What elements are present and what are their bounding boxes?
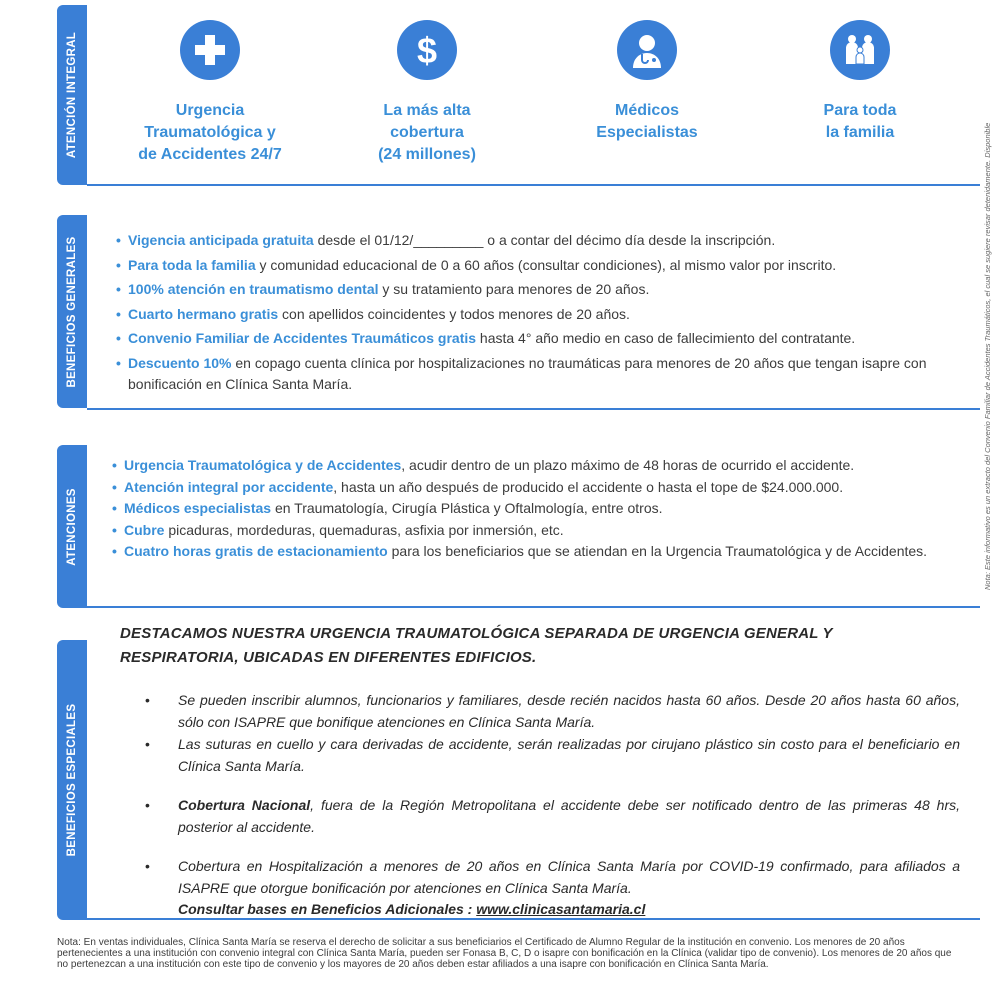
footer-note: Nota: En ventas individuales, Clínica Santa María se reserva el derecho de solicitar a sus beneficiarios el Certificado de Alumno Regular de la institución en convenio. Los menores de 20 años pertenecientes a una institución con convenio integral con Clínica Santa María, pueden ser Fonasa B, C, D o isapre con bonificación en la Clínica (validar tipo de convenio). Los menores de 20 años que no pertenezcan a una institución con este tipo de convenio y los mayores de 20 años deben estar afiliados a una isapre con bonificación en Clínica Santa María. xyxy=(57,937,952,970)
list-item: • Cubre picaduras, mordeduras, quemaduras, asfixia por inmersión, etc. xyxy=(112,521,564,538)
section-divider xyxy=(87,606,980,608)
feature-caption-line: (24 millones) xyxy=(378,146,476,163)
section-tab-beneficios-generales xyxy=(57,215,87,408)
feature-caption-line: Urgencia xyxy=(175,102,245,119)
list-item: • Descuento 10% en copago cuenta clínica por hospitalizaciones no traumáticas para menores de 20 años que tengan isapre con bonificación en Clínica Santa María. xyxy=(116,354,927,392)
clinica-website-link[interactable]: www.clinicasantamaria.cl xyxy=(476,901,646,917)
plus-cross-icon xyxy=(180,20,240,80)
list-item: • Se pueden inscribir alumnos, funcionarios y familiares, desde recién nacidos hasta 60 años. Desde 20 años hasta 60 años, sólo con ISAPRE que bonifique atenciones en Clínica Santa María. xyxy=(145,692,960,730)
list-item: • Convenio Familiar de Accidentes Traumáticos gratis hasta 4° año medio en caso de fallecimiento del contratante. xyxy=(116,330,856,346)
section-divider xyxy=(87,184,980,186)
section-label: ATENCIONES xyxy=(66,487,78,566)
list-item: • Médicos especialistas en Traumatología, Cirugía Plástica y Oftalmología, entre otros. xyxy=(112,500,663,516)
section-label: ATENCIÓN INTEGRAL xyxy=(66,31,78,159)
section-tab-atenciones xyxy=(57,445,87,608)
section-divider xyxy=(87,408,980,410)
feature-medicos xyxy=(552,20,742,144)
feature-caption-line: la familia xyxy=(825,124,895,141)
atenciones-list xyxy=(112,455,967,563)
list-item: • Urgencia Traumatológica y de Accidentes, acudir dentro de un plazo máximo de 48 horas de ocurrido el accidente. xyxy=(112,457,855,473)
list-item: • Atención integral por accidente, hasta un año después de producido el accidente o hasta el tope de $24.000.000. xyxy=(112,478,844,495)
family-icon xyxy=(830,20,890,80)
section-tab-atencion-integral xyxy=(57,5,87,185)
feature-caption-line: cobertura xyxy=(390,124,464,141)
svg-text:$: $ xyxy=(416,30,438,70)
list-item: • Para toda la familia y comunidad educacional de 0 a 60 años (consultar condiciones), al mismo valor por inscrito. xyxy=(116,256,837,273)
section-tab-beneficios-especiales xyxy=(57,640,87,920)
feature-caption-line: de Accidentes 24/7 xyxy=(138,146,282,163)
list-item: • Cuatro horas gratis de estacionamiento para los beneficiarios que se atiendan en la Urgencia Traumatológica y de Accidentes. xyxy=(112,543,928,559)
list-item: • Cobertura Nacional, fuera de la Región Metropolitana el accidente debe ser notificado dentro de las primeras 48 hrs, posterior al accidente. xyxy=(145,797,960,835)
feature-caption-line: La más alta xyxy=(383,102,471,119)
feature-caption-line: Traumatológica y xyxy=(144,124,276,141)
feature-cobertura xyxy=(332,20,522,166)
list-item: • Cuarto hermano gratis con apellidos coincidentes y todos menores de 20 años. xyxy=(116,305,630,322)
side-note: Nota: Este informativo es un extracto del Convenio Familiar de Accidentes Traumáticos, el cual se sugiere revisar detenidamente. Disponible xyxy=(983,122,992,590)
feature-urgencia xyxy=(115,20,305,166)
destacamos-heading: DESTACAMOS NUESTRA URGENCIA TRAUMATOLÓGICA SEPARADA DE URGENCIA GENERAL Y RESPIRATORIA, UBICADAS EN DIFERENTES EDIFICIOS. xyxy=(120,625,833,666)
list-item: • Vigencia anticipada gratuita desde el 01/12/_________ o a contar del décimo día desde la inscripción. xyxy=(116,232,776,248)
feature-row xyxy=(100,20,980,180)
feature-caption-line: Especialistas xyxy=(596,124,698,141)
list-item: • Cobertura en Hospitalización a menores de 20 años en Clínica Santa María por COVID-19 confirmado, para afiliados a ISAPRE que otorgue bonificación por atenciones en Clínica Santa María. Consultar bases en Beneficios Adicionales : www.clinicasantamaria.cl xyxy=(145,858,960,917)
dollar-sign-icon xyxy=(397,20,457,80)
beneficios-generales-list xyxy=(116,230,966,396)
list-item: • Las suturas en cuello y cara derivadas de accidente, serán realizadas por cirujano plástico sin costo para el beneficiario en Clínica Santa María. xyxy=(145,736,960,774)
section-label: BENEFICIOS ESPECIALES xyxy=(66,703,78,857)
feature-caption-line: Para toda xyxy=(823,102,897,119)
section-label: BENEFICIOS GENERALES xyxy=(66,235,78,388)
doctor-icon xyxy=(617,20,677,80)
feature-familia xyxy=(765,20,955,144)
beneficios-especiales-list xyxy=(145,690,960,921)
feature-caption-line: Médicos xyxy=(614,102,679,119)
list-item: • 100% atención en traumatismo dental y su tratamiento para menores de 20 años. xyxy=(116,281,650,297)
